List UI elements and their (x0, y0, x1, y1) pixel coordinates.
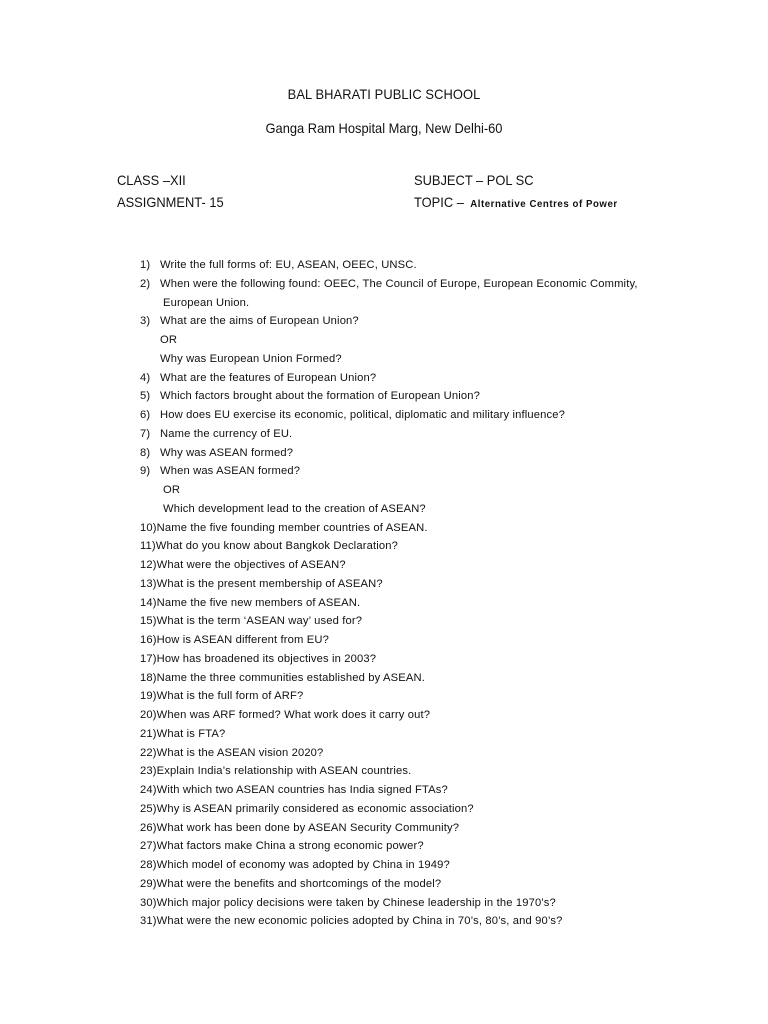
question-text: Name the three communities established by ASEAN. (156, 671, 425, 684)
assignment-label: ASSIGNMENT- 15 (117, 194, 224, 210)
question-text: Explain India’s relationship with ASEAN countries. (156, 765, 412, 778)
question-number: 28) (140, 859, 157, 871)
question-item (140, 781, 700, 800)
question-number: 22) (140, 746, 157, 759)
question-text: What is FTA? (156, 727, 226, 740)
question-text: Which factors brought about the formation of European Union? (160, 390, 480, 403)
question-item (140, 800, 700, 819)
question-text: What is the term ‘ASEAN way’ used for? (156, 615, 363, 628)
question-item (140, 837, 700, 856)
question-item (140, 425, 700, 444)
question-item (140, 444, 700, 463)
question-text: How has broadened its objectives in 2003? (156, 652, 377, 665)
question-item (140, 669, 700, 688)
question-number: 11) (140, 540, 156, 553)
question-item (140, 631, 700, 650)
question-text: What were the benefits and shortcomings of the model? (156, 877, 442, 890)
question-number: 20) (140, 709, 157, 721)
question-text: How is ASEAN different from EU? (156, 634, 329, 646)
question-text: Why was European Union Formed? (160, 352, 342, 365)
question-number: 27) (140, 840, 157, 853)
question-number: 2) (140, 277, 151, 290)
question-number: 23) (140, 765, 157, 778)
question-item (140, 312, 700, 331)
question-number: 10) (140, 521, 157, 534)
question-number: 17) (140, 652, 157, 665)
question-text: What is the full form of ARF? (156, 690, 304, 703)
question-text: What is the present membership of ASEAN? (156, 577, 383, 590)
question-item (140, 650, 700, 669)
question-text: Which model of economy was adopted by China in 1949? (156, 859, 450, 871)
school-name: BAL BHARATI PUBLIC SCHOOL (287, 86, 481, 102)
question-item (140, 594, 700, 613)
topic-value: Alternative Centres of Power (470, 198, 618, 210)
question-item (140, 912, 700, 931)
question-text: Write the full forms of: EU, ASEAN, OEEC, UNSC. (160, 259, 417, 271)
subject-label: SUBJECT – POL SC (414, 172, 534, 188)
question-item (140, 369, 700, 388)
question-number: 9) (140, 465, 151, 478)
question-text: European Union. (163, 296, 250, 309)
question-text: Why was ASEAN formed? (160, 446, 294, 459)
topic-line (414, 194, 618, 210)
question-item (140, 819, 700, 838)
question-item (140, 275, 700, 294)
question-item (140, 500, 700, 519)
question-item (140, 256, 700, 275)
question-number: 25) (140, 802, 157, 815)
question-text: Name the five founding member countries of ASEAN. (156, 521, 428, 534)
or-separator: OR (160, 334, 178, 346)
question-number: 15) (140, 615, 157, 628)
question-number: 26) (140, 821, 157, 834)
question-text: What were the new economic policies adopted by China in 70’s, 80’s, and 90’s? (156, 915, 563, 928)
question-number: 1) (140, 259, 151, 271)
question-item (140, 687, 700, 706)
question-text: Why is ASEAN primarily considered as economic association? (156, 802, 474, 815)
question-item (140, 894, 700, 913)
question-number: 5) (140, 390, 151, 403)
question-item (140, 350, 700, 369)
question-number: 18) (140, 671, 157, 684)
question-number: 24) (140, 784, 157, 796)
question-text: What factors make China a strong economic power? (156, 840, 424, 853)
question-item (140, 706, 700, 725)
question-number: 30) (140, 896, 157, 909)
question-item (140, 406, 700, 425)
question-number: 7) (140, 427, 151, 440)
question-number: 8) (140, 446, 151, 459)
question-text: Name the currency of EU. (160, 427, 293, 440)
question-text: Name the five new members of ASEAN. (156, 596, 361, 609)
question-number: 29) (140, 877, 157, 890)
class-label: CLASS –XII (117, 172, 186, 188)
question-item (140, 387, 700, 406)
question-number: 16) (140, 634, 157, 646)
question-number: 21) (140, 727, 157, 740)
question-text: When was ASEAN formed? (160, 465, 301, 478)
question-text: What is the ASEAN vision 2020? (156, 746, 324, 759)
question-item (140, 294, 700, 313)
question-text: With which two ASEAN countries has India signed FTAs? (156, 784, 448, 796)
question-item (140, 537, 700, 556)
question-item (140, 725, 700, 744)
topic-label: TOPIC – (414, 194, 464, 210)
question-item (140, 856, 700, 875)
question-text: What work has been done by ASEAN Security Community? (156, 821, 460, 834)
question-item (140, 331, 700, 350)
question-number: 19) (140, 690, 157, 703)
question-number: 13) (140, 577, 157, 590)
question-number: 6) (140, 409, 151, 421)
question-item (140, 481, 700, 500)
question-item (140, 762, 700, 781)
question-text: What are the aims of European Union? (160, 315, 359, 328)
question-text: When were the following found: OEEC, The Council of Europe, European Economic Commity, (160, 277, 638, 290)
or-separator: OR (163, 484, 181, 496)
question-item (140, 744, 700, 763)
school-address: Ganga Ram Hospital Marg, New Delhi-60 (265, 120, 503, 136)
question-item (140, 875, 700, 894)
question-item (140, 519, 700, 538)
question-text: When was ARF formed? What work does it carry out? (156, 709, 431, 721)
question-number: 31) (140, 915, 157, 928)
question-text: What do you know about Bangkok Declaration? (155, 540, 398, 553)
question-item (140, 462, 700, 481)
question-number: 4) (140, 371, 151, 384)
question-item (140, 612, 700, 631)
question-number: 12) (140, 559, 157, 571)
question-text: Which major policy decisions were taken by Chinese leadership in the 1970’s? (156, 896, 556, 909)
question-text: What were the objectives of ASEAN? (156, 559, 346, 571)
question-item (140, 556, 700, 575)
question-list (140, 256, 700, 931)
question-item (140, 575, 700, 594)
question-text: Which development lead to the creation of ASEAN? (163, 502, 426, 515)
question-text: What are the features of European Union? (160, 371, 377, 384)
question-number: 3) (140, 315, 151, 328)
question-number: 14) (140, 596, 157, 609)
question-text: How does EU exercise its economic, political, diplomatic and military influence? (160, 409, 565, 421)
